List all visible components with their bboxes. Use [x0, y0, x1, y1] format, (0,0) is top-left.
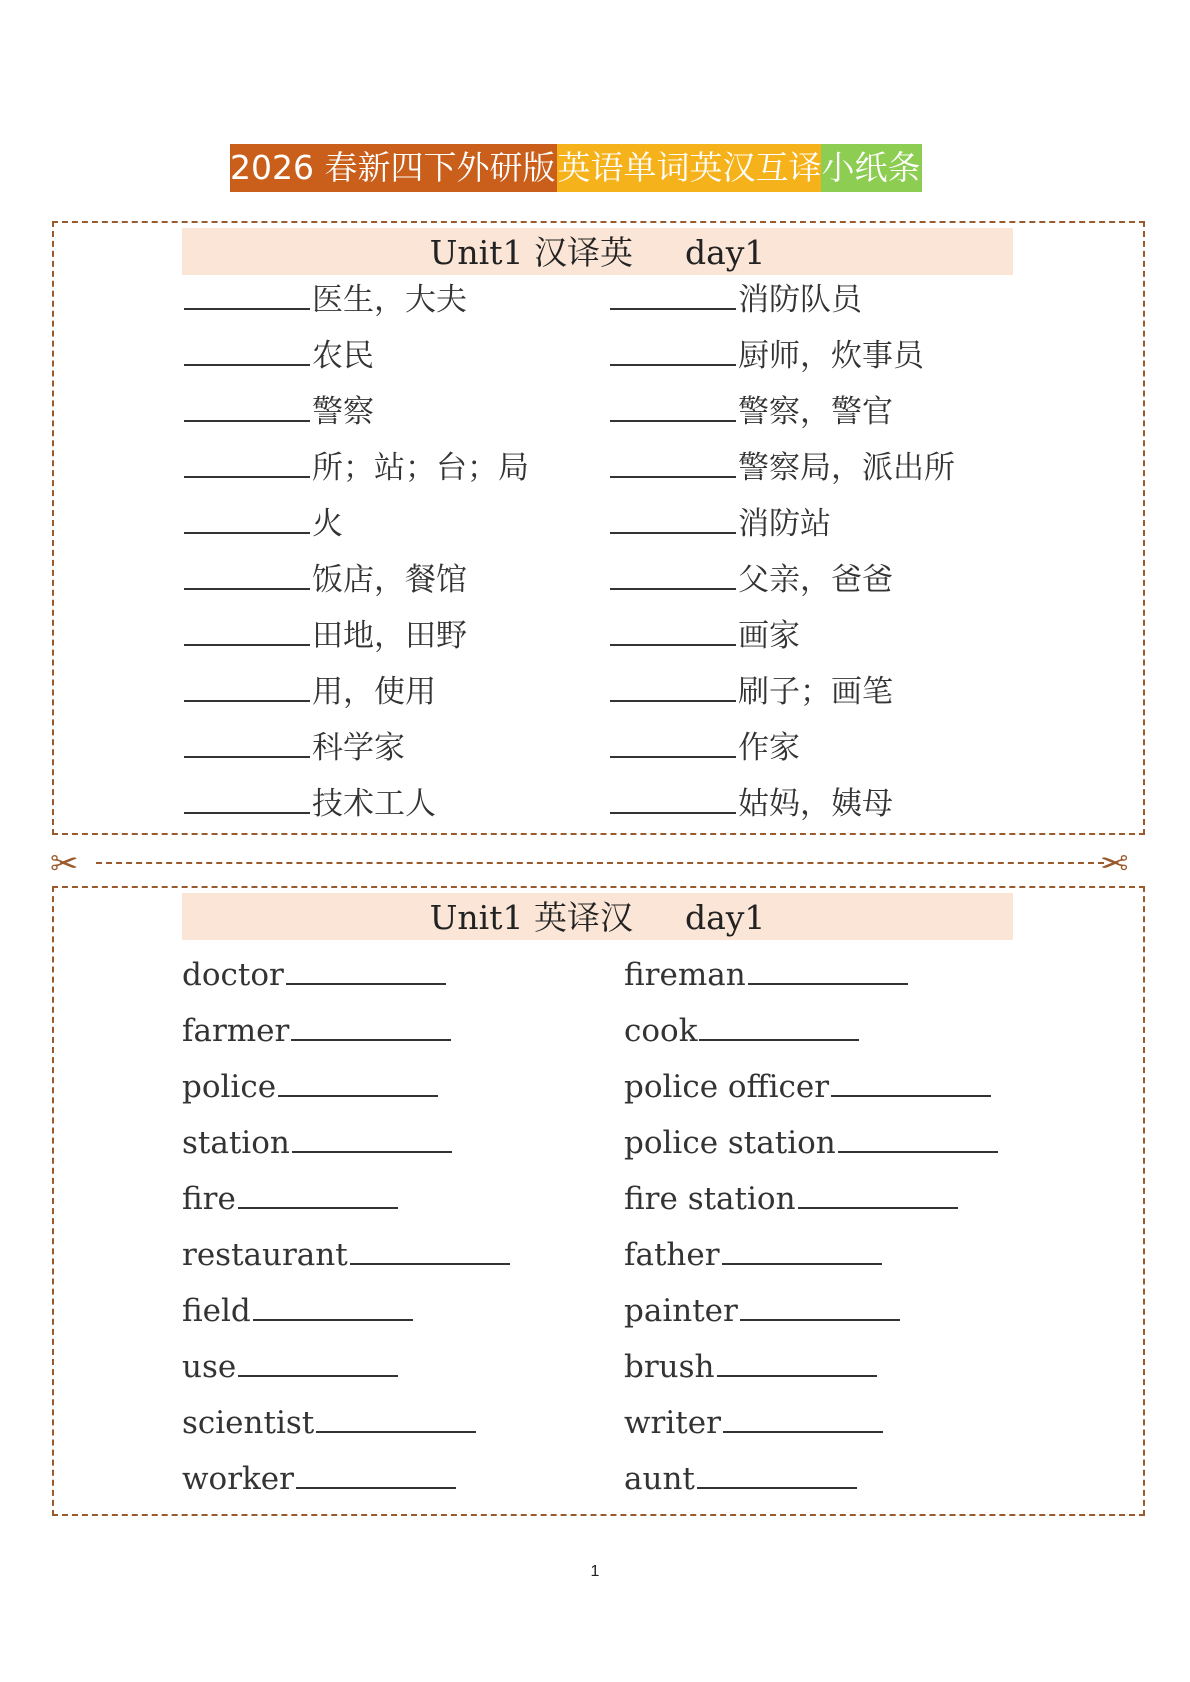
- answer-blank[interactable]: [740, 1289, 900, 1321]
- answer-blank[interactable]: [184, 278, 310, 310]
- word-chinese: 警察，警官: [738, 394, 893, 430]
- word-chinese: 科学家: [312, 730, 405, 766]
- list-item: [182, 1233, 512, 1273]
- answer-blank[interactable]: [286, 953, 446, 985]
- word-english: police officer: [624, 1069, 830, 1105]
- list-item: [624, 1233, 884, 1273]
- list-item: [182, 670, 436, 710]
- answer-blank[interactable]: [717, 1345, 877, 1377]
- section-heading: [182, 228, 1013, 275]
- word-chinese: 用，使用: [312, 674, 436, 710]
- answer-blank[interactable]: [699, 1009, 859, 1041]
- answer-blank[interactable]: [238, 1177, 398, 1209]
- heading-day: day1: [684, 898, 766, 937]
- word-english: worker: [182, 1461, 294, 1497]
- answer-blank[interactable]: [184, 502, 310, 534]
- word-english: farmer: [182, 1013, 290, 1049]
- word-english: aunt: [624, 1461, 695, 1497]
- answer-blank[interactable]: [296, 1457, 456, 1489]
- scissors-icon: ✂: [50, 844, 79, 884]
- list-item: [608, 278, 862, 318]
- answer-blank[interactable]: [610, 614, 736, 646]
- word-chinese: 父亲，爸爸: [738, 562, 893, 598]
- title-part-3: 小纸条: [821, 144, 922, 192]
- list-item: [182, 1065, 440, 1105]
- answer-blank[interactable]: [184, 446, 310, 478]
- word-english: police: [182, 1069, 277, 1105]
- list-item: [182, 1121, 454, 1161]
- word-chinese: 警察: [312, 394, 374, 430]
- answer-blank[interactable]: [610, 502, 736, 534]
- word-chinese: 饭店，餐馆: [312, 562, 467, 598]
- list-item: [182, 502, 343, 542]
- word-english: fireman: [624, 957, 746, 993]
- list-item: [182, 1177, 400, 1217]
- cut-line: [96, 862, 1104, 864]
- list-item: [624, 1401, 885, 1441]
- answer-blank[interactable]: [184, 390, 310, 422]
- word-chinese: 消防站: [738, 506, 831, 542]
- word-chinese: 技术工人: [312, 786, 436, 822]
- section-english-to-chinese: [52, 886, 1145, 1516]
- word-english: scientist: [182, 1405, 315, 1441]
- word-english: father: [624, 1237, 720, 1273]
- section-heading: [182, 893, 1013, 940]
- word-english: fire: [182, 1181, 236, 1217]
- word-english: painter: [624, 1293, 738, 1329]
- word-english: field: [182, 1293, 251, 1329]
- list-item: [624, 1065, 993, 1105]
- list-item: [182, 1457, 458, 1497]
- list-item: [182, 334, 374, 374]
- answer-blank[interactable]: [610, 390, 736, 422]
- answer-blank[interactable]: [316, 1401, 476, 1433]
- list-item: [182, 1289, 415, 1329]
- answer-blank[interactable]: [278, 1065, 438, 1097]
- answer-blank[interactable]: [610, 558, 736, 590]
- list-item: [182, 1345, 400, 1385]
- word-english: restaurant: [182, 1237, 348, 1273]
- list-item: [182, 726, 405, 766]
- answer-blank[interactable]: [798, 1177, 958, 1209]
- word-english: station: [182, 1125, 290, 1161]
- word-chinese: 医生，大夫: [312, 282, 467, 318]
- list-item: [624, 1289, 902, 1329]
- word-chinese: 消防队员: [738, 282, 862, 318]
- word-english: doctor: [182, 957, 284, 993]
- heading-unit: Unit1 汉译英: [429, 233, 633, 272]
- list-item: [182, 390, 374, 430]
- title-part-2: 英语单词英汉互译: [557, 144, 821, 192]
- answer-blank[interactable]: [610, 334, 736, 366]
- answer-blank[interactable]: [610, 446, 736, 478]
- title-part-1: 2026 春新四下外研版: [230, 144, 557, 192]
- answer-blank[interactable]: [291, 1009, 451, 1041]
- list-item: [624, 953, 910, 993]
- list-item: [608, 334, 924, 374]
- answer-blank[interactable]: [723, 1401, 883, 1433]
- page-title: [230, 144, 922, 192]
- answer-blank[interactable]: [184, 726, 310, 758]
- page-number: 1: [590, 1563, 600, 1580]
- word-english: writer: [624, 1405, 721, 1441]
- answer-blank[interactable]: [831, 1065, 991, 1097]
- list-item: [624, 1177, 960, 1217]
- list-item: [608, 726, 800, 766]
- list-item: [182, 1401, 478, 1441]
- list-item: [624, 1345, 879, 1385]
- heading-unit: Unit1 英译汉: [429, 898, 633, 937]
- answer-blank[interactable]: [697, 1457, 857, 1489]
- list-item: [608, 670, 893, 710]
- word-chinese: 姑妈，姨母: [738, 786, 893, 822]
- list-item: [608, 390, 893, 430]
- list-item: [608, 782, 893, 822]
- word-chinese: 作家: [738, 730, 800, 766]
- answer-blank[interactable]: [350, 1233, 510, 1265]
- word-chinese: 刷子；画笔: [738, 674, 893, 710]
- word-english: use: [182, 1349, 237, 1385]
- answer-blank[interactable]: [610, 726, 736, 758]
- word-chinese: 警察局，派出所: [738, 450, 955, 486]
- list-item: [624, 1009, 861, 1049]
- answer-blank[interactable]: [184, 614, 310, 646]
- list-item: [182, 558, 467, 598]
- word-english: police station: [624, 1125, 836, 1161]
- scissors-icon: ✂: [1100, 844, 1129, 884]
- word-chinese: 农民: [312, 338, 374, 374]
- answer-blank[interactable]: [610, 278, 736, 310]
- word-chinese: 所；站；台；局: [312, 450, 529, 486]
- word-chinese: 火: [312, 506, 343, 542]
- list-item: [608, 558, 893, 598]
- word-english: cook: [624, 1013, 698, 1049]
- answer-blank[interactable]: [722, 1233, 882, 1265]
- list-item: [624, 1121, 1000, 1161]
- word-english: fire station: [624, 1181, 796, 1217]
- list-item: [182, 614, 467, 654]
- answer-blank[interactable]: [253, 1289, 413, 1321]
- word-english: brush: [624, 1349, 715, 1385]
- list-item: [182, 1009, 453, 1049]
- heading-day: day1: [684, 233, 766, 272]
- answer-blank[interactable]: [610, 670, 736, 702]
- answer-blank[interactable]: [292, 1121, 452, 1153]
- list-item: [624, 1457, 859, 1497]
- answer-blank[interactable]: [238, 1345, 398, 1377]
- list-item: [608, 446, 955, 486]
- list-item: [182, 953, 448, 993]
- list-item: [608, 614, 800, 654]
- answer-blank[interactable]: [184, 782, 310, 814]
- list-item: [182, 278, 467, 318]
- answer-blank[interactable]: [184, 334, 310, 366]
- answer-blank[interactable]: [610, 782, 736, 814]
- list-item: [182, 446, 529, 486]
- word-chinese: 画家: [738, 618, 800, 654]
- answer-blank[interactable]: [838, 1121, 998, 1153]
- answer-blank[interactable]: [184, 558, 310, 590]
- word-chinese: 田地，田野: [312, 618, 467, 654]
- list-item: [608, 502, 831, 542]
- answer-blank[interactable]: [184, 670, 310, 702]
- word-chinese: 厨师，炊事员: [738, 338, 924, 374]
- list-item: [182, 782, 436, 822]
- section-chinese-to-english: [52, 221, 1145, 835]
- answer-blank[interactable]: [748, 953, 908, 985]
